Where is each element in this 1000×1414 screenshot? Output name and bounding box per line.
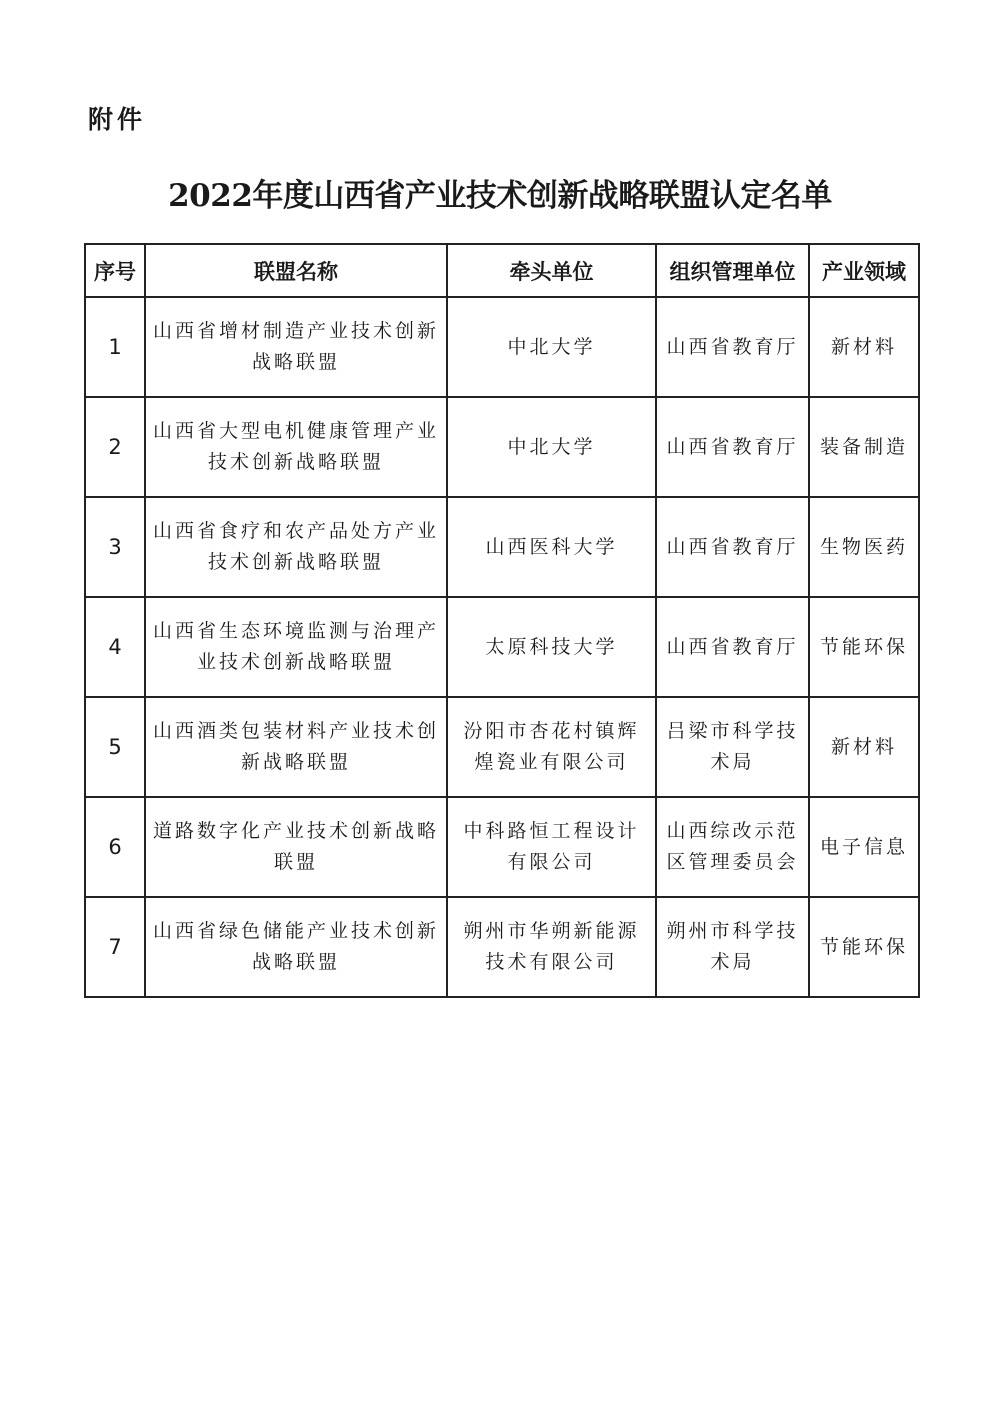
managing-unit: 山西省教育厅	[656, 597, 809, 697]
lead-unit: 中北大学	[447, 397, 656, 497]
table-row	[85, 697, 919, 797]
document-title: 2022年度山西省产业技术创新战略联盟认定名单	[168, 178, 832, 214]
table-row	[85, 497, 919, 597]
table-header-row	[85, 244, 919, 297]
lead-unit: 山西医科大学	[447, 497, 656, 597]
managing-unit: 山西省教育厅	[656, 297, 809, 397]
row-number: 7	[85, 897, 145, 997]
managing-unit: 朔州市科学技术局	[656, 897, 809, 997]
table-row	[85, 297, 919, 397]
alliance-name: 山西省生态环境监测与治理产业技术创新战略联盟	[145, 597, 447, 697]
column-header-industry-field: 产业领域	[809, 244, 919, 297]
row-number: 4	[85, 597, 145, 697]
lead-unit: 中北大学	[447, 297, 656, 397]
managing-unit: 山西省教育厅	[656, 497, 809, 597]
row-number: 2	[85, 397, 145, 497]
attachment-label: 附件	[88, 105, 147, 134]
alliance-name: 山西省增材制造产业技术创新战略联盟	[145, 297, 447, 397]
lead-unit: 朔州市华朔新能源技术有限公司	[447, 897, 656, 997]
row-number: 1	[85, 297, 145, 397]
industry-field: 新材料	[809, 697, 919, 797]
column-header-alliance-name: 联盟名称	[145, 244, 447, 297]
lead-unit: 太原科技大学	[447, 597, 656, 697]
alliance-name: 道路数字化产业技术创新战略联盟	[145, 797, 447, 897]
industry-field: 生物医药	[809, 497, 919, 597]
lead-unit: 汾阳市杏花村镇辉煌瓷业有限公司	[447, 697, 656, 797]
industry-field: 装备制造	[809, 397, 919, 497]
column-header-number: 序号	[85, 244, 145, 297]
table-row	[85, 397, 919, 497]
alliance-table	[84, 243, 920, 998]
alliance-name: 山西省大型电机健康管理产业技术创新战略联盟	[145, 397, 447, 497]
managing-unit: 山西综改示范区管理委员会	[656, 797, 809, 897]
managing-unit: 山西省教育厅	[656, 397, 809, 497]
lead-unit: 中科路恒工程设计有限公司	[447, 797, 656, 897]
managing-unit: 吕梁市科学技术局	[656, 697, 809, 797]
industry-field: 新材料	[809, 297, 919, 397]
table-row	[85, 797, 919, 897]
industry-field: 节能环保	[809, 597, 919, 697]
alliance-name: 山西省绿色储能产业技术创新战略联盟	[145, 897, 447, 997]
industry-field: 节能环保	[809, 897, 919, 997]
industry-field: 电子信息	[809, 797, 919, 897]
alliance-name: 山西酒类包装材料产业技术创新战略联盟	[145, 697, 447, 797]
row-number: 6	[85, 797, 145, 897]
column-header-managing-unit: 组织管理单位	[656, 244, 809, 297]
row-number: 3	[85, 497, 145, 597]
row-number: 5	[85, 697, 145, 797]
table-row	[85, 897, 919, 997]
table-row	[85, 597, 919, 697]
column-header-lead-unit: 牵头单位	[447, 244, 656, 297]
alliance-name: 山西省食疗和农产品处方产业技术创新战略联盟	[145, 497, 447, 597]
